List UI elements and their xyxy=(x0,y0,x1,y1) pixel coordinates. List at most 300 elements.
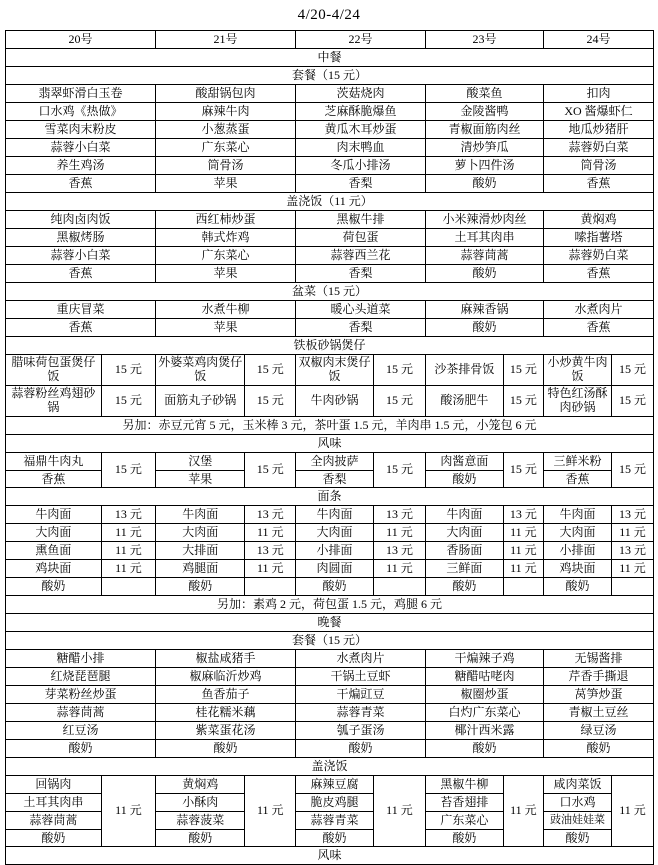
dish-name: 蒜蓉青菜 xyxy=(296,812,373,830)
section-label-lunch-clay: 铁板砂锅煲仔 xyxy=(6,337,654,355)
dish-name: 酸奶 xyxy=(156,578,245,595)
table-row xyxy=(6,453,654,488)
dish-name: 大肉面 xyxy=(296,524,373,541)
section-row-lunch-flavor xyxy=(6,435,654,453)
dish-name: 鸡块面 xyxy=(6,560,101,577)
cell: 韩式炸鸡 xyxy=(156,229,296,247)
flavor-items xyxy=(156,453,245,487)
cell: 红豆汤 xyxy=(6,722,156,740)
table-row xyxy=(6,776,654,847)
dish-name: 酸奶 xyxy=(6,578,101,595)
section-row-lunch-noodle xyxy=(6,488,654,506)
cell: 椒麻临沂炒鸡 xyxy=(156,668,296,686)
section-label-dinner: 晚餐 xyxy=(6,614,654,632)
flavor-cell xyxy=(544,453,654,488)
dish-name: 酸奶 xyxy=(296,578,373,595)
dinner-rice-cell xyxy=(6,776,156,847)
dish-name: 外婆菜鸡肉煲仔饭 xyxy=(156,355,245,385)
dish-name: 回锅肉 xyxy=(6,776,101,794)
note-row-lunch-noodle xyxy=(6,596,654,614)
menu-body xyxy=(6,31,654,865)
table-row xyxy=(6,157,654,175)
dish-price: 11 元 xyxy=(510,560,537,575)
dish-price: 11 元 xyxy=(115,542,142,557)
section-row-lunch-pot xyxy=(6,283,654,301)
dish-name: 香梨 xyxy=(322,472,347,486)
cell: 香蕉 xyxy=(544,319,654,337)
dish-price xyxy=(373,578,425,595)
table-row xyxy=(6,175,654,193)
dish-price: 15 元 xyxy=(114,393,142,408)
dish-name: 酸奶 xyxy=(544,578,612,595)
cell: 蒜蓉奶白菜 xyxy=(544,139,654,157)
dish-price xyxy=(612,578,653,595)
noodle-cell xyxy=(6,524,156,542)
dish-price: 11 元 xyxy=(256,803,284,818)
dish-name: 香蕉 xyxy=(565,472,590,486)
cell: 雪菜肉末粉皮 xyxy=(6,121,156,139)
cell: 香蕉 xyxy=(544,265,654,283)
cell: 筒骨汤 xyxy=(156,157,296,175)
dish-price: 15 元 xyxy=(114,462,142,477)
dish-list xyxy=(156,776,245,846)
dish-price: 11 元 xyxy=(510,542,537,557)
dish-price: 11 元 xyxy=(619,803,646,818)
cell: 翡翠虾滑白玉卷 xyxy=(6,85,156,103)
dish-price: 13 元 xyxy=(385,506,413,521)
cell: 茨菇烧肉 xyxy=(296,85,426,103)
dish-name: 肉酱意面 xyxy=(426,453,503,471)
dish-name: 牛肉面 xyxy=(156,506,245,523)
section-label-dinner-flavor: 风味 xyxy=(6,847,654,865)
section-row-dinner xyxy=(6,614,654,632)
dish-price: 13 元 xyxy=(619,542,647,557)
day-header-4: 24号 xyxy=(544,31,654,49)
dish-name: 苹果 xyxy=(188,472,213,486)
table-row xyxy=(6,650,654,668)
cell: 黑椒烤肠 xyxy=(6,229,156,247)
flavor-items xyxy=(426,453,503,487)
cell: 酸奶 xyxy=(426,265,544,283)
dish-price: 13 元 xyxy=(256,542,284,557)
section-label-lunch: 中餐 xyxy=(6,49,654,67)
dish-name: 三鲜米粉 xyxy=(544,453,611,471)
section-row-dinner-flavor xyxy=(6,847,654,865)
dish-price: 15 元 xyxy=(509,362,537,377)
cell: 筒骨汤 xyxy=(544,157,654,175)
cell: 麻辣牛肉 xyxy=(156,103,296,121)
dish-name: 香肠面 xyxy=(426,542,503,559)
cell: 芹香手撕退 xyxy=(544,668,654,686)
noodle-cell xyxy=(544,578,654,596)
cell: 干锅土豆虾 xyxy=(296,668,426,686)
weekly-menu-table xyxy=(5,30,654,865)
cell: 香蕉 xyxy=(6,319,156,337)
dish-price: 11 元 xyxy=(619,560,646,575)
section-label-lunch-set: 套餐（15 元） xyxy=(6,67,654,85)
dish-price: 11 元 xyxy=(256,560,284,575)
section-label-lunch-noodle: 面条 xyxy=(6,488,654,506)
dish-name: 大肉面 xyxy=(6,524,101,541)
noodle-cell xyxy=(156,524,296,542)
noodle-cell xyxy=(296,524,426,542)
dinner-rice-cell xyxy=(296,776,426,847)
dish-price: 11 元 xyxy=(115,524,142,539)
cell: 蒜蓉青菜 xyxy=(296,704,426,722)
dish-price: 15 元 xyxy=(619,362,647,377)
dish-name: 酸奶 xyxy=(426,578,503,595)
dish-name: 大排面 xyxy=(156,542,245,559)
dish-price: 13 元 xyxy=(256,506,284,521)
cell: 金陵酱鸭 xyxy=(426,103,544,121)
noodle-cell xyxy=(156,578,296,596)
noodle-cell xyxy=(156,560,296,578)
table-row xyxy=(6,355,654,386)
section-row-lunch xyxy=(6,49,654,67)
cell: 小米辣滑炒肉丝 xyxy=(426,211,544,229)
dish-price xyxy=(245,578,295,595)
dish-price: 15 元 xyxy=(385,462,413,477)
dish-name: 鸡腿面 xyxy=(156,560,245,577)
table-row xyxy=(6,560,654,578)
noodle-cell xyxy=(426,542,544,560)
flavor-cell xyxy=(6,453,156,488)
dish-name: 酸奶 xyxy=(188,831,213,845)
dish-name: 豉油娃娃菜 xyxy=(544,812,611,830)
noodle-cell xyxy=(544,524,654,542)
cell: 清炒笋瓜 xyxy=(426,139,544,157)
clay-cell xyxy=(156,355,296,386)
cell: 椰汁西米露 xyxy=(426,722,544,740)
noodle-cell xyxy=(6,542,156,560)
cell: 扣肉 xyxy=(544,85,654,103)
cell: 香梨 xyxy=(296,319,426,337)
dish-list xyxy=(544,776,612,846)
section-row-lunch-rice xyxy=(6,193,654,211)
page-title: 4/20-4/24 xyxy=(297,7,361,23)
cell: 鱼香茄子 xyxy=(156,686,296,704)
dish-price: 15 元 xyxy=(256,362,284,377)
section-label-dinner-set: 套餐（15 元） xyxy=(6,632,654,650)
day-header-row xyxy=(6,31,654,49)
table-row xyxy=(6,121,654,139)
dish-name: 小排面 xyxy=(544,542,612,559)
table-row xyxy=(6,704,654,722)
dish-name: 麻辣豆腐 xyxy=(296,776,373,794)
flavor-items xyxy=(544,453,612,487)
dish-name: 鸡块面 xyxy=(544,560,612,577)
dish-price: 11 元 xyxy=(619,524,646,539)
table-row xyxy=(6,247,654,265)
cell: 纯肉卤肉饭 xyxy=(6,211,156,229)
cell: 青椒面筋肉丝 xyxy=(426,121,544,139)
dish-name: 牛肉面 xyxy=(544,506,612,523)
dish-price: 11 元 xyxy=(510,524,537,539)
dish-name: 小排面 xyxy=(296,542,373,559)
cell: 无锡酱排 xyxy=(544,650,654,668)
cell: 香蕉 xyxy=(6,175,156,193)
cell: 酸甜锅包肉 xyxy=(156,85,296,103)
cell: 西红柿炒蛋 xyxy=(156,211,296,229)
dish-name: 三鲜面 xyxy=(426,560,503,577)
cell: 酸奶 xyxy=(6,740,156,758)
dish-name: 蒜蓉菠菜 xyxy=(156,812,244,830)
dish-price: 15 元 xyxy=(509,462,537,477)
cell: 蒜蓉奶白菜 xyxy=(544,247,654,265)
table-row xyxy=(6,542,654,560)
table-row xyxy=(6,740,654,758)
note-row-lunch-clay xyxy=(6,417,654,435)
cell: 瓠子蛋汤 xyxy=(296,722,426,740)
cell: 苹果 xyxy=(156,175,296,193)
cell: 苹果 xyxy=(156,319,296,337)
cell: 广东菜心 xyxy=(156,247,296,265)
dish-name: 广东菜心 xyxy=(426,812,503,830)
cell: 小葱蒸蛋 xyxy=(156,121,296,139)
cell: 养生鸡汤 xyxy=(6,157,156,175)
cell: 水煮牛柳 xyxy=(156,301,296,319)
clay-cell xyxy=(544,386,654,417)
clay-cell xyxy=(544,355,654,386)
flavor-items xyxy=(296,453,373,487)
noodle-cell xyxy=(156,542,296,560)
noodle-cell xyxy=(426,560,544,578)
dish-name: 大肉面 xyxy=(156,524,245,541)
lunch-clay-note: 另加：赤豆元宵 5 元，玉米棒 3 元，茶叶蛋 1.5 元，羊肉串 1.5 元，小笼包 6 元 xyxy=(6,417,654,435)
cell: 蒜蓉西兰花 xyxy=(296,247,426,265)
dish-name: 土耳其肉串 xyxy=(6,794,101,812)
dish-name: 蒜蓉粉丝鸡翅砂锅 xyxy=(6,386,101,416)
dish-name: 黄焖鸡 xyxy=(156,776,244,794)
section-label-lunch-flavor: 风味 xyxy=(6,435,654,453)
dish-name: 口水鸡 xyxy=(544,794,611,812)
cell: 暖心头道菜 xyxy=(296,301,426,319)
section-row-dinner-rice xyxy=(6,758,654,776)
dish-price: 11 元 xyxy=(386,560,413,575)
cell: 萝卜四件汤 xyxy=(426,157,544,175)
section-label-lunch-pot: 盆菜（15 元） xyxy=(6,283,654,301)
cell: 莴笋炒蛋 xyxy=(544,686,654,704)
dish-name: 酸奶 xyxy=(452,472,477,486)
dish-name: 蒜蓉茼蒿 xyxy=(6,812,101,830)
table-row xyxy=(6,578,654,596)
dish-name: 牛肉面 xyxy=(6,506,101,523)
clay-cell xyxy=(296,386,426,417)
cell: 绿豆汤 xyxy=(544,722,654,740)
section-row-lunch-set xyxy=(6,67,654,85)
cell: 酸奶 xyxy=(156,740,296,758)
cell: 香蕉 xyxy=(544,175,654,193)
cell: 肉末鸭血 xyxy=(296,139,426,157)
dish-name: 脆皮鸡腿 xyxy=(296,794,373,812)
table-row xyxy=(6,722,654,740)
dish-name: 熏鱼面 xyxy=(6,542,101,559)
cell: 酸奶 xyxy=(426,740,544,758)
cell: 口水鸡《热做》 xyxy=(6,103,156,121)
dish-name: 汉堡 xyxy=(156,453,244,471)
dish-name: 咸肉菜饭 xyxy=(544,776,611,794)
dish-price: 13 元 xyxy=(619,506,647,521)
dish-list xyxy=(426,776,503,846)
dish-name: 牛肉面 xyxy=(426,506,503,523)
noodle-cell xyxy=(6,578,156,596)
table-row xyxy=(6,319,654,337)
noodle-cell xyxy=(544,506,654,524)
cell: 芽菜粉丝炒蛋 xyxy=(6,686,156,704)
section-row-dinner-set xyxy=(6,632,654,650)
noodle-cell xyxy=(544,542,654,560)
dinner-rice-cell xyxy=(426,776,544,847)
clay-cell xyxy=(156,386,296,417)
dish-name: 小酥肉 xyxy=(156,794,244,812)
dish-price: 11 元 xyxy=(386,803,413,818)
dish-name: 黑椒牛柳 xyxy=(426,776,503,794)
cell: 糖醋小排 xyxy=(6,650,156,668)
cell: 地瓜炒猪肝 xyxy=(544,121,654,139)
cell: 麻辣香锅 xyxy=(426,301,544,319)
cell: 酸奶 xyxy=(296,740,426,758)
dish-name: 沙茶排骨饭 xyxy=(426,355,503,385)
clay-cell xyxy=(426,355,544,386)
cell: 糖醋咕咾肉 xyxy=(426,668,544,686)
cell: 嗦指薯塔 xyxy=(544,229,654,247)
table-row xyxy=(6,85,654,103)
cell: 香蕉 xyxy=(6,265,156,283)
cell: 黑椒牛排 xyxy=(296,211,426,229)
dish-name: 腊味荷包蛋煲仔饭 xyxy=(6,355,101,385)
cell: 黄瓜木耳炒蛋 xyxy=(296,121,426,139)
table-row xyxy=(6,386,654,417)
day-header-2: 22号 xyxy=(296,31,426,49)
dish-name: 特色红汤酥肉砂锅 xyxy=(544,386,612,416)
noodle-cell xyxy=(426,506,544,524)
dish-price: 11 元 xyxy=(386,524,413,539)
dish-name: 牛肉面 xyxy=(296,506,373,523)
table-row xyxy=(6,668,654,686)
cell: 蒜蓉茼蒿 xyxy=(6,704,156,722)
dinner-rice-cell xyxy=(544,776,654,847)
dish-price xyxy=(101,578,155,595)
dish-price: 15 元 xyxy=(619,393,647,408)
flavor-cell xyxy=(156,453,296,488)
cell: 干煸豇豆 xyxy=(296,686,426,704)
cell: 酸奶 xyxy=(544,740,654,758)
section-row-lunch-clay xyxy=(6,337,654,355)
dish-name: 酸奶 xyxy=(322,831,347,845)
dish-name: 肉圆面 xyxy=(296,560,373,577)
dish-name: 酸奶 xyxy=(565,831,590,845)
lunch-noodle-note: 另加：素鸡 2 元，荷包蛋 1.5 元，鸡腿 6 元 xyxy=(6,596,654,614)
dish-price: 11 元 xyxy=(115,560,142,575)
noodle-cell xyxy=(156,506,296,524)
day-header-1: 21号 xyxy=(156,31,296,49)
noodle-cell xyxy=(426,578,544,596)
noodle-cell xyxy=(296,542,426,560)
table-row xyxy=(6,506,654,524)
table-row xyxy=(6,229,654,247)
table-row xyxy=(6,686,654,704)
section-label-lunch-rice: 盖浇饭（11 元） xyxy=(6,193,654,211)
cell: 香梨 xyxy=(296,265,426,283)
cell: 蒜蓉小白菜 xyxy=(6,139,156,157)
cell: 酸奶 xyxy=(426,319,544,337)
dish-name: 面筋丸子砂锅 xyxy=(156,386,245,416)
dish-price: 15 元 xyxy=(256,393,284,408)
noodle-cell xyxy=(6,560,156,578)
noodle-cell xyxy=(296,578,426,596)
noodle-cell xyxy=(296,560,426,578)
dish-price: 15 元 xyxy=(385,393,413,408)
flavor-cell xyxy=(296,453,426,488)
cell: 酸菜鱼 xyxy=(426,85,544,103)
section-label-dinner-rice: 盖浇饭 xyxy=(6,758,654,776)
cell: 广东菜心 xyxy=(156,139,296,157)
dish-name: 牛肉砂锅 xyxy=(296,386,373,416)
cell: 酸奶 xyxy=(426,175,544,193)
cell: 椒盐咸猪手 xyxy=(156,650,296,668)
day-header-0: 20号 xyxy=(6,31,156,49)
clay-cell xyxy=(6,386,156,417)
cell: 重庆冒菜 xyxy=(6,301,156,319)
cell: 干煸辣子鸡 xyxy=(426,650,544,668)
dish-price: 15 元 xyxy=(256,462,284,477)
cell: 荷包蛋 xyxy=(296,229,426,247)
dish-name: 福鼎牛肉丸 xyxy=(6,453,101,471)
cell: 蒜蓉茼蒿 xyxy=(426,247,544,265)
dish-price xyxy=(503,578,543,595)
dish-list xyxy=(6,776,101,846)
dish-price: 13 元 xyxy=(509,506,537,521)
dish-price: 11 元 xyxy=(115,803,142,818)
clay-cell xyxy=(426,386,544,417)
dish-name: 大肉面 xyxy=(544,524,612,541)
cell: 冬瓜小排汤 xyxy=(296,157,426,175)
cell: 青椒土豆丝 xyxy=(544,704,654,722)
cell: 椒圈炒蛋 xyxy=(426,686,544,704)
cell: 红烧琵琶腿 xyxy=(6,668,156,686)
cell: 黄焖鸡 xyxy=(544,211,654,229)
table-row xyxy=(6,211,654,229)
cell: 苹果 xyxy=(156,265,296,283)
cell: 紫菜蛋花汤 xyxy=(156,722,296,740)
dish-price: 13 元 xyxy=(385,542,413,557)
cell: 水煮肉片 xyxy=(296,650,426,668)
dish-list xyxy=(296,776,373,846)
day-header-3: 23号 xyxy=(426,31,544,49)
dish-price: 15 元 xyxy=(114,362,142,377)
noodle-cell xyxy=(6,506,156,524)
dish-price: 15 元 xyxy=(619,462,647,477)
dish-name: 全肉披萨 xyxy=(296,453,373,471)
flavor-cell xyxy=(426,453,544,488)
table-row xyxy=(6,139,654,157)
table-row xyxy=(6,103,654,121)
noodle-cell xyxy=(426,524,544,542)
cell: 芝麻酥脆爆鱼 xyxy=(296,103,426,121)
dish-price: 11 元 xyxy=(510,803,537,818)
dish-name: 苔香翅排 xyxy=(426,794,503,812)
dish-name: 小炒黄牛肉饭 xyxy=(544,355,612,385)
noodle-cell xyxy=(544,560,654,578)
cell: XO 酱爆虾仁 xyxy=(544,103,654,121)
flavor-items xyxy=(6,453,101,487)
dish-name: 香蕉 xyxy=(41,472,66,486)
dish-price: 15 元 xyxy=(385,362,413,377)
dish-price: 15 元 xyxy=(509,393,537,408)
clay-cell xyxy=(296,355,426,386)
dinner-rice-cell xyxy=(156,776,296,847)
cell: 香梨 xyxy=(296,175,426,193)
